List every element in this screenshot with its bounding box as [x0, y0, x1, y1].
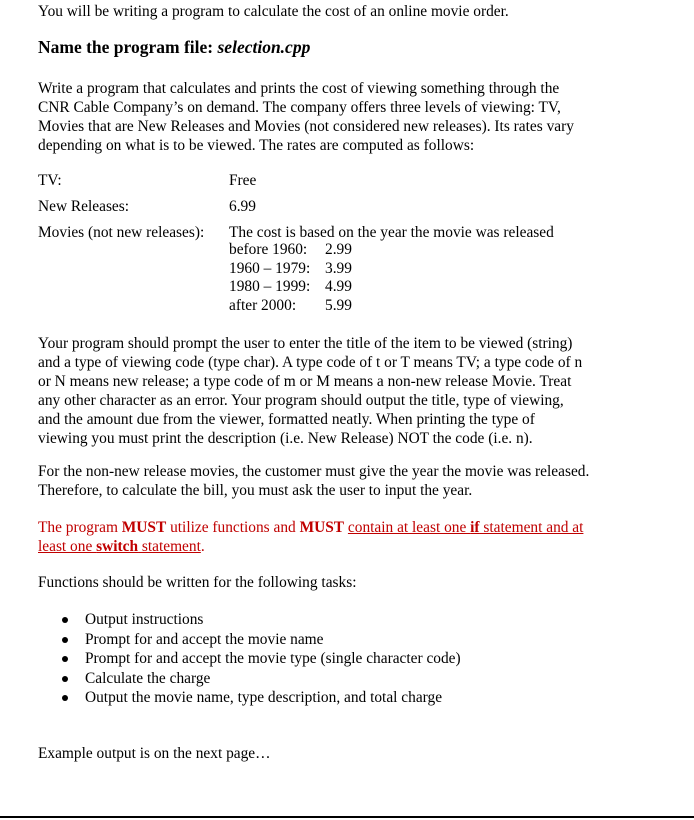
if-keyword: if	[470, 519, 480, 536]
tier-period: 1980 – 1999:	[229, 278, 311, 295]
year-paragraph	[38, 462, 616, 500]
bullet-icon	[62, 695, 68, 701]
year-line: For the non-new release movies, the customer must give the year the movie was released.	[38, 463, 590, 480]
prompt-line: any other character as an error. Your program should output the title, type of viewing,	[38, 392, 564, 409]
tier-price: 2.99	[325, 241, 352, 258]
tier-price: 4.99	[325, 278, 352, 295]
task-text: Output instructions	[85, 611, 204, 628]
description-line: depending on what is to be viewed. The rates are computed as follows:	[38, 137, 475, 154]
intro-text: You will be writing a program to calculate the cost of an online movie order.	[38, 3, 509, 20]
requirement-text: .	[200, 538, 205, 555]
bullet-icon	[62, 656, 68, 662]
description-paragraph	[38, 79, 616, 155]
tier-period: before 1960:	[229, 241, 308, 258]
task-text: Prompt for and accept the movie type (single character code)	[85, 650, 461, 667]
rate-value: The cost is based on the year the movie was released	[229, 224, 554, 241]
bullet-icon	[62, 637, 68, 643]
tier-period: after 2000:	[229, 296, 297, 314]
year-line: Therefore, to calculate the bill, you must ask the user to input the year.	[38, 482, 473, 499]
rate-value: Free	[229, 172, 257, 189]
tier-price: 5.99	[325, 296, 352, 314]
requirement-line	[38, 537, 616, 556]
functions-intro-text: Functions should be written for the following tasks:	[38, 574, 357, 591]
description-line: Write a program that calculates and prints the cost of viewing something through the	[38, 80, 560, 97]
bullet-icon	[62, 676, 68, 682]
bullet-icon	[62, 617, 68, 623]
program-file-heading	[38, 38, 310, 57]
task-text: Calculate the charge	[85, 669, 211, 687]
requirement-underlined: least one	[38, 538, 97, 555]
task-text: Output the movie name, type description, and total charge	[85, 689, 443, 706]
prompt-line: and a type of viewing code (type char). A type code of t or T means TV; a type code of n	[38, 354, 583, 371]
rate-label: TV:	[38, 172, 62, 189]
requirement-text: The program	[38, 519, 122, 536]
prompt-line: viewing you must print the description (i.e. New Release) NOT the code (i.e. n).	[38, 430, 533, 447]
description-line: CNR Cable Company’s on demand. The company offers three levels of viewing: TV,	[38, 99, 561, 116]
heading-label: Name the program file:	[38, 37, 218, 57]
prompt-line: or N means new release; a type code of m or M means a non-new release Movie. Treat	[38, 373, 572, 390]
must-emphasis: MUST	[121, 519, 167, 536]
requirement-underlined: statement	[138, 538, 201, 555]
functions-intro	[38, 573, 616, 592]
rate-label: New Releases:	[38, 198, 130, 215]
requirement-paragraph	[38, 518, 616, 556]
switch-keyword: switch	[96, 538, 139, 555]
rate-label: Movies (not new releases):	[38, 224, 205, 241]
requirement-text: utilize functions and	[166, 519, 300, 536]
rate-value: 6.99	[229, 198, 256, 215]
page-bottom-rule	[0, 816, 694, 818]
tier-period: 1960 – 1979:	[229, 259, 311, 277]
prompt-line: and the amount due from the viewer, formatted neatly. When printing the type of	[38, 411, 535, 428]
program-filename: selection.cpp	[217, 37, 311, 57]
task-text: Prompt for and accept the movie name	[85, 630, 324, 648]
next-page-note: Example output is on the next page…	[38, 745, 271, 762]
tier-price: 3.99	[325, 259, 352, 277]
requirement-underlined: statement and at	[479, 519, 584, 536]
prompt-paragraph	[38, 334, 616, 448]
requirement-line	[38, 518, 616, 537]
must-emphasis: MUST	[299, 519, 345, 536]
description-line: Movies that are New Releases and Movies (not considered new releases). Its rates vary	[38, 118, 574, 135]
requirement-underlined: contain at least one	[347, 519, 471, 536]
prompt-line: Your program should prompt the user to enter the title of the item to be viewed (string)	[38, 335, 573, 352]
